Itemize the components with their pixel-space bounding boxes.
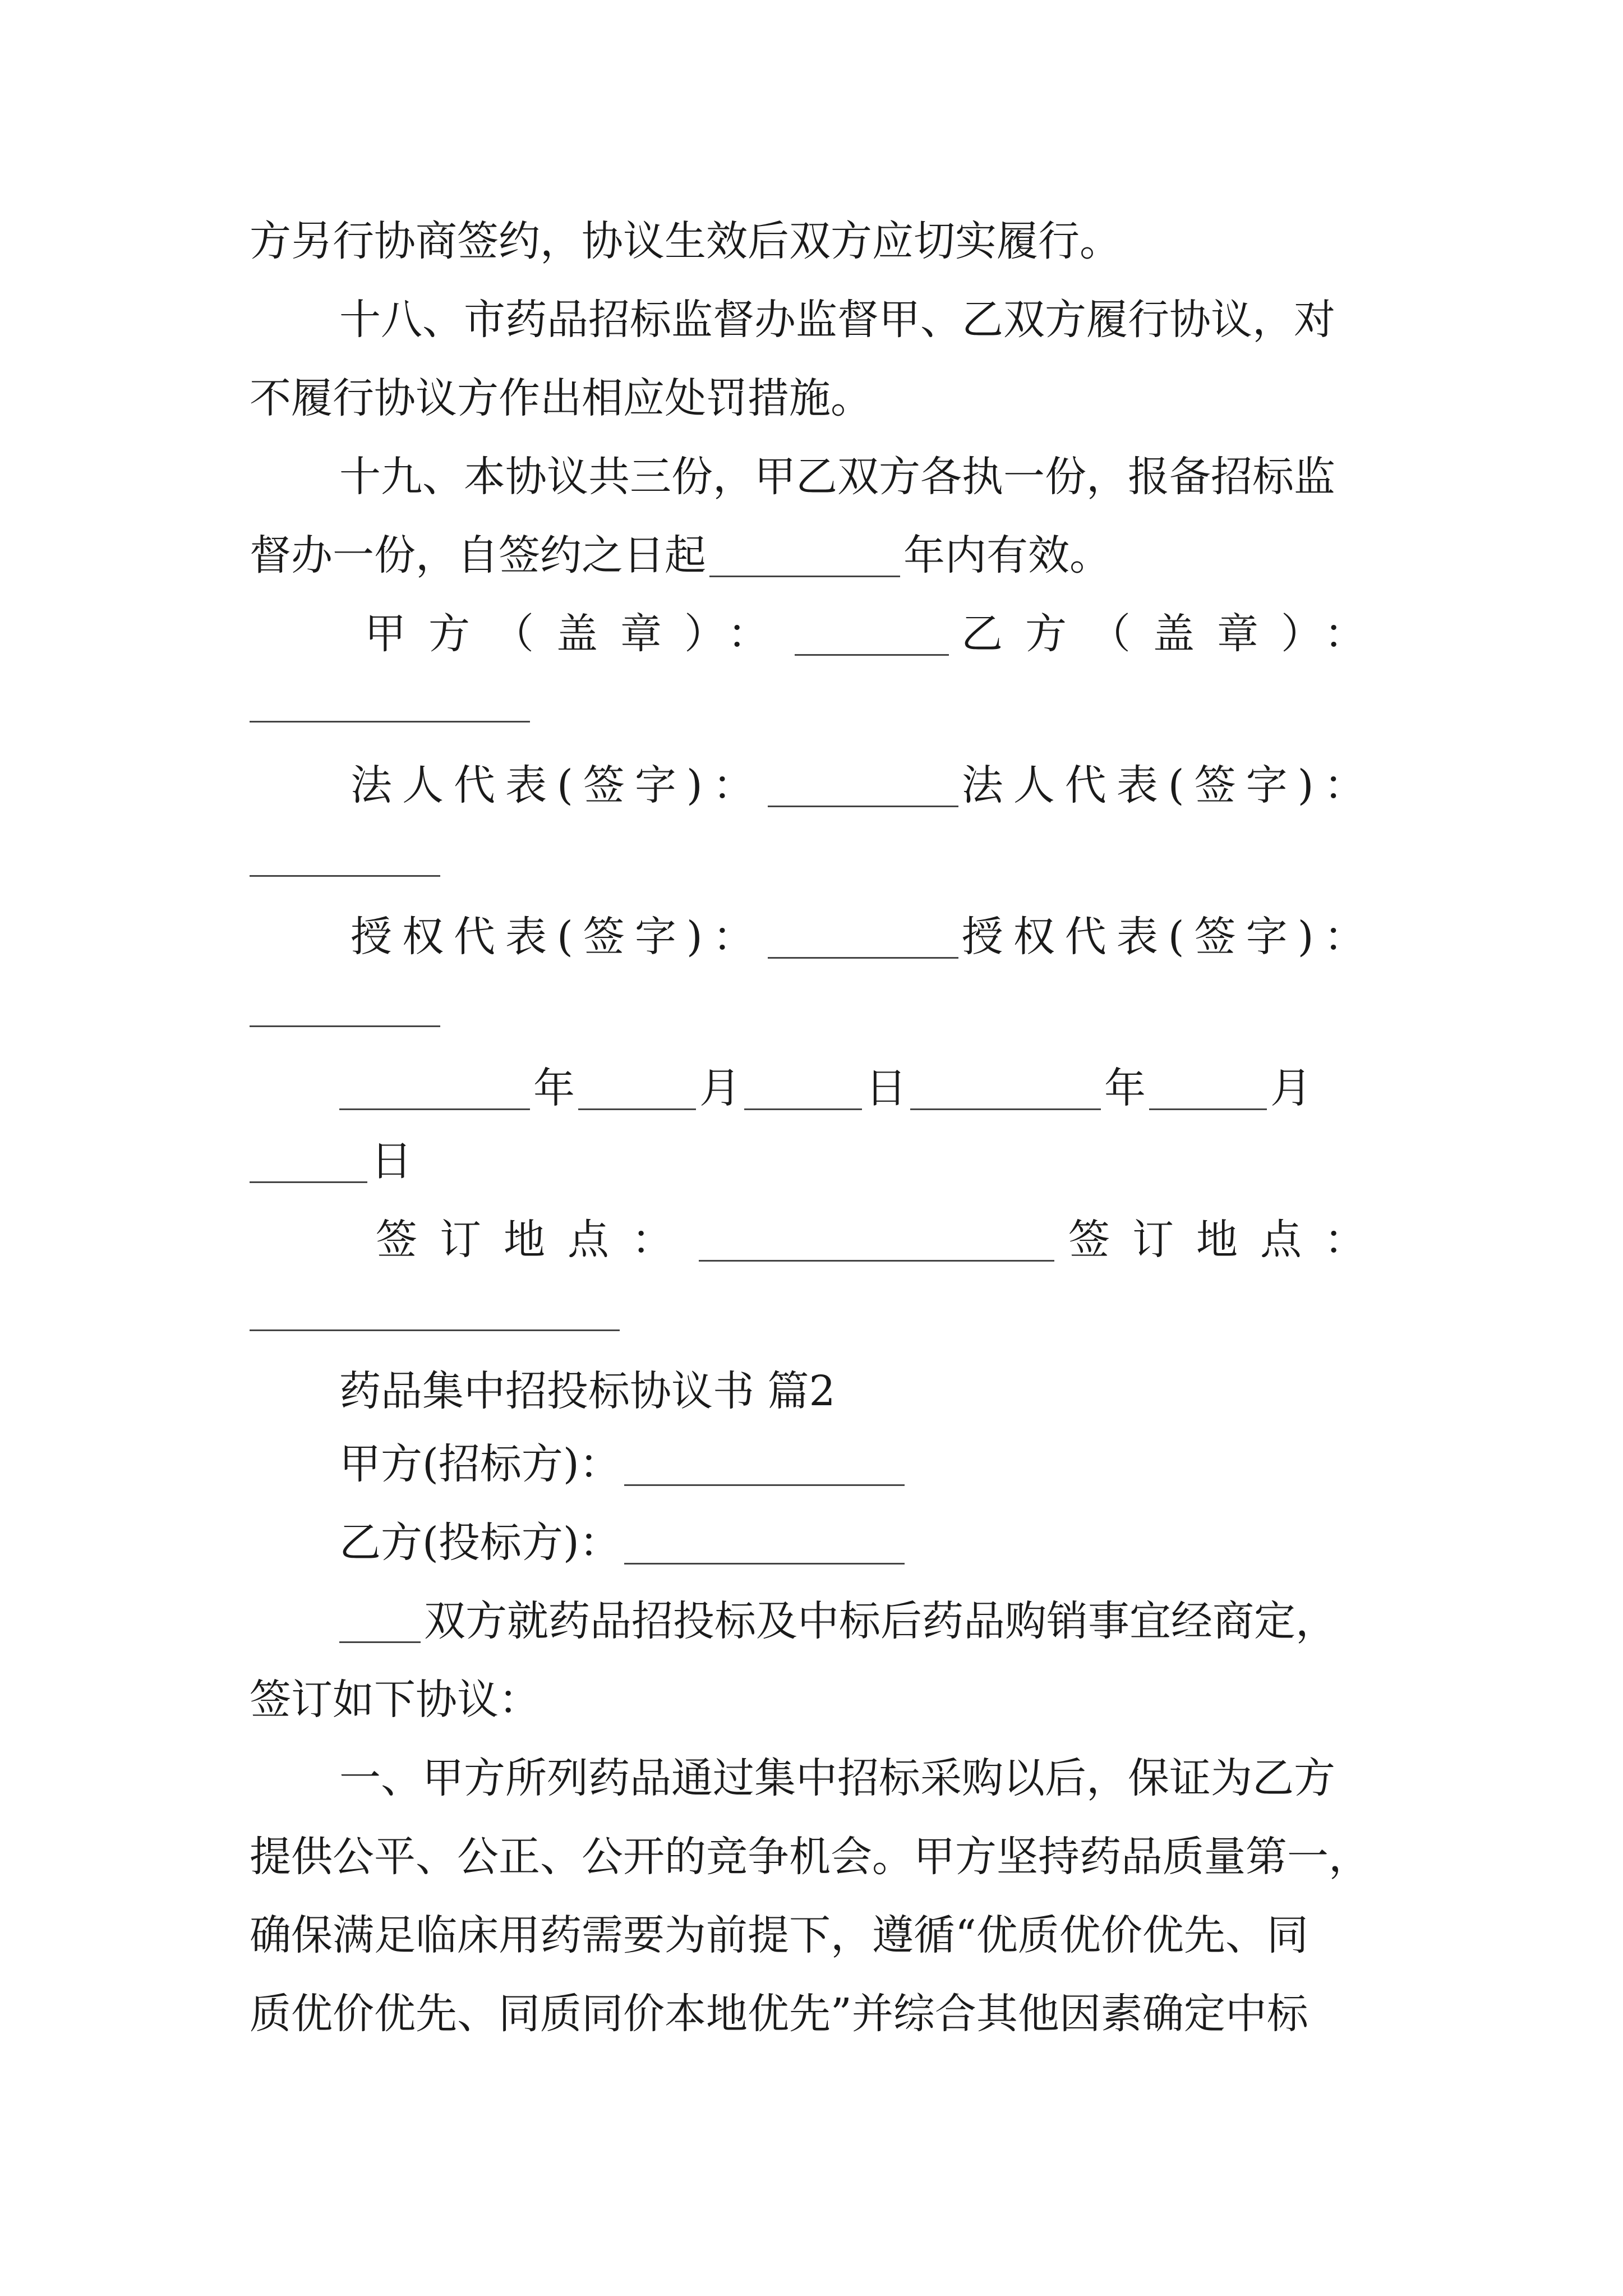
legal-rep-b-label: 法人代表(签字)：	[961, 761, 1376, 809]
party-a-seal-blank[interactable]	[795, 613, 949, 656]
text-line	[250, 1902, 1388, 1969]
auth-rep-a-label: 授权代表(签字)：	[351, 913, 764, 961]
place-b-label: 签订地点：	[1068, 1216, 1388, 1264]
year-label: 年	[1104, 1064, 1146, 1112]
text-line	[250, 522, 1388, 589]
clause-18-text: 十八、市药品招标监督办监督甲、乙双方履行协议，对	[339, 296, 1335, 344]
legal-rep-b-blank[interactable]	[250, 875, 440, 877]
party-a-label: 甲方(招标方)：	[339, 1440, 621, 1488]
paragraph-text: 双方就药品招投标及中标后药品购销事宜经商定，	[424, 1597, 1337, 1645]
place-a-label: 签订地点：	[376, 1216, 695, 1264]
party-a-seal-label: 甲方（盖章）：	[365, 610, 791, 658]
clause-1-text: 一、甲方所列药品通过集中招标采购以后，保证为乙方	[339, 1754, 1335, 1802]
seal-line	[365, 600, 1388, 668]
day-label: 日	[371, 1137, 412, 1185]
day-a-blank[interactable]	[744, 1067, 862, 1110]
date-line	[339, 1055, 1388, 1122]
party-a-blank[interactable]	[624, 1443, 905, 1486]
paragraph-text: 督办一份，自签约之日起	[250, 531, 706, 579]
legal-rep-line	[351, 752, 1388, 819]
text-line	[339, 1588, 1388, 1655]
auth-rep-line	[351, 903, 1388, 970]
paragraph-text: 方另行协商签约，协议生效后双方应切实履行。	[250, 217, 1121, 265]
year-label: 年	[533, 1064, 575, 1112]
sign-place-line	[376, 1206, 1388, 1273]
paragraph-text: 质优价优先、同质同价本地优先”并综合其他因素确定中标	[250, 1990, 1308, 2038]
paragraph-text: 确保满足临床用药需要为前提下，遵循“优质优价优先、同	[250, 1911, 1308, 1959]
text-line	[250, 1666, 1388, 1733]
month-a-blank[interactable]	[578, 1067, 696, 1110]
party-b-seal-blank[interactable]	[250, 721, 530, 723]
paragraph-text: 提供公平、公正、公开的竞争机会。甲方坚持药品质量第一，	[250, 1833, 1370, 1881]
day-b-blank[interactable]	[250, 1140, 367, 1183]
paragraph-text: 不履行协议方作出相应处罚措施。	[250, 374, 872, 422]
place-a-blank[interactable]	[699, 1218, 1054, 1262]
text-line	[250, 365, 1388, 432]
auth-rep-b-blank[interactable]	[250, 1025, 440, 1027]
clause-19-text: 十九、本协议共三份，甲乙双方各执一份，报备招标监	[339, 453, 1335, 501]
month-label: 月	[1270, 1064, 1312, 1112]
validity-years-blank[interactable]	[709, 534, 900, 577]
auth-rep-a-blank[interactable]	[768, 915, 958, 959]
month-label: 月	[699, 1064, 741, 1112]
legal-rep-a-label: 法人代表(签字)：	[351, 761, 764, 809]
text-line	[339, 443, 1388, 510]
legal-rep-a-blank[interactable]	[768, 764, 958, 807]
auth-rep-b-label: 授权代表(签字)：	[961, 913, 1376, 961]
year-b-blank[interactable]	[910, 1067, 1101, 1110]
party-b-seal-label: 乙方（盖章）：	[961, 610, 1388, 658]
place-b-blank[interactable]	[250, 1329, 620, 1331]
paragraph-text: 年内有效。	[903, 531, 1111, 579]
party-b-label: 乙方(投标方)：	[339, 1519, 621, 1567]
section-title: 药品集中招投标协议书 篇2	[339, 1367, 836, 1415]
text-line	[339, 1745, 1388, 1812]
date-line-continued	[250, 1128, 1388, 1195]
text-line	[250, 1980, 1388, 2047]
text-line	[339, 1430, 1388, 1498]
month-b-blank[interactable]	[1149, 1067, 1267, 1110]
parties-blank[interactable]	[339, 1600, 421, 1643]
year-a-blank[interactable]	[339, 1067, 530, 1110]
text-line	[250, 208, 1388, 275]
text-line	[339, 1358, 1388, 1425]
text-line	[339, 1509, 1388, 1576]
text-line	[339, 286, 1388, 353]
text-line	[250, 1823, 1388, 1890]
paragraph-text: 签订如下协议：	[250, 1676, 540, 1724]
party-b-blank[interactable]	[624, 1521, 905, 1565]
day-label: 日	[865, 1064, 907, 1112]
